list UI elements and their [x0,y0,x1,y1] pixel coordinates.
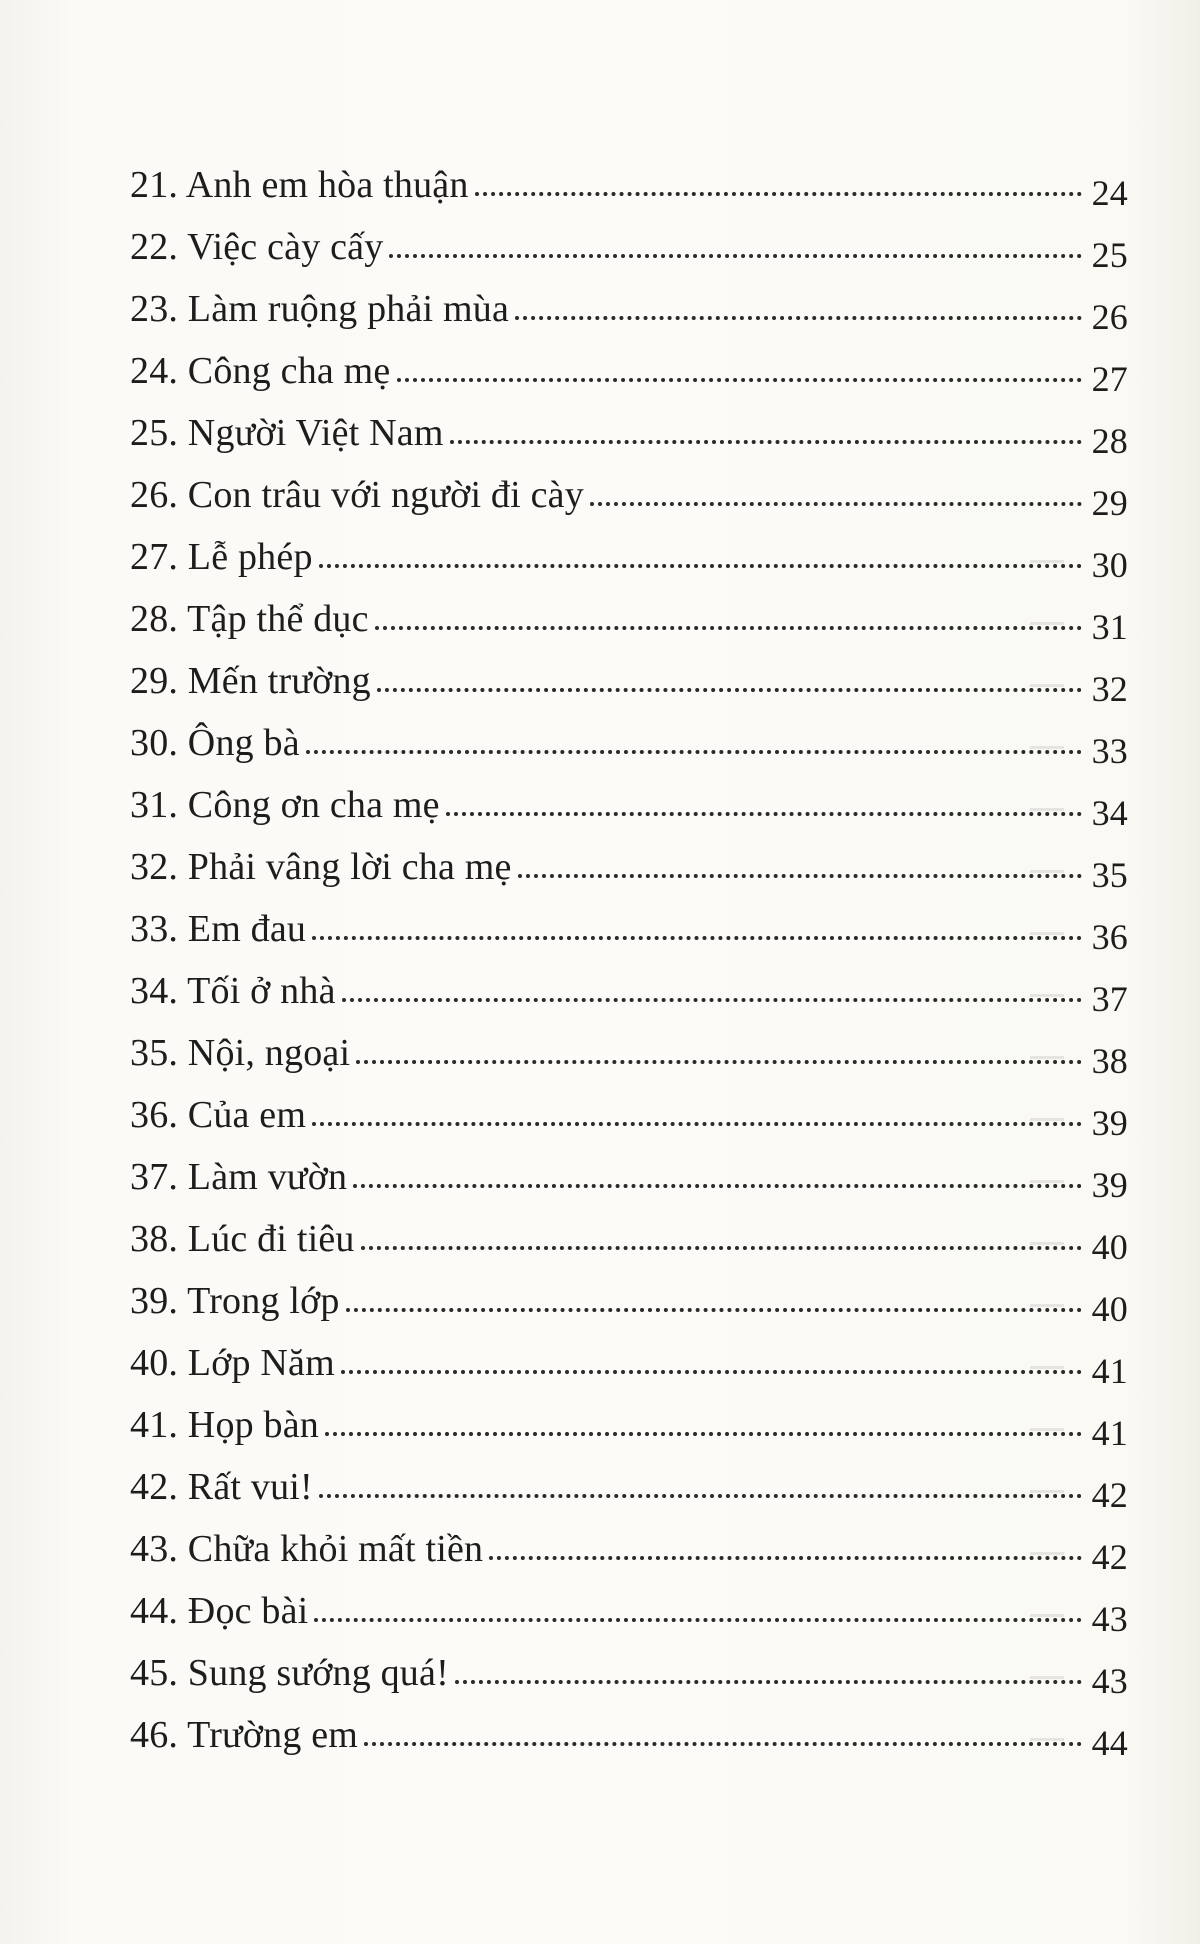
toc-entry [130,1200,1128,1267]
dot-leader [375,626,1082,630]
toc-entry-page-number: 28 [1091,421,1128,461]
toc-entry [130,394,1128,461]
toc-entry [130,1014,1128,1081]
toc-entry-page-number: 27 [1091,359,1128,399]
toc-entry-page-number: 39 [1091,1103,1128,1143]
toc-entry-page-number: 26 [1091,297,1128,337]
dot-leader [515,316,1082,320]
toc-entry-title: 34. Tối ở nhà [130,970,336,1012]
toc-entry-page-number: 42 [1091,1475,1128,1515]
toc-entry-title: 43. Chữa khỏi mất tiền [130,1528,484,1570]
dot-leader [397,378,1082,382]
toc-entry-title: 38. Lúc đi tiêu [130,1218,355,1260]
dot-leader [361,1246,1082,1250]
dot-leader [377,688,1082,692]
toc-entry-page-number: 38 [1091,1041,1128,1081]
toc-entry-title: 23. Làm ruộng phải mùa [130,288,510,330]
toc-entry-page-number: 32 [1091,669,1128,709]
toc-entry-title: 37. Làm vườn [130,1156,348,1198]
toc-entry [130,1696,1128,1763]
toc-entry-page-number: 36 [1091,917,1128,957]
toc-entry [130,642,1128,709]
toc-entry-title: 25. Người Việt Nam [130,412,444,454]
toc-entry-page-number: 39 [1091,1165,1128,1205]
toc-entry [130,1572,1128,1639]
toc-entry [130,890,1128,957]
toc-entry-title: 27. Lễ phép [130,536,313,578]
dot-leader [341,1370,1082,1374]
toc-entry-page-number: 29 [1091,483,1128,523]
toc-entry-page-number: 25 [1091,235,1128,275]
toc-entry-title: 40. Lớp Năm [130,1342,335,1384]
table-of-contents [130,146,1128,1763]
dot-leader [389,254,1082,258]
toc-entry [130,1138,1128,1205]
toc-entry [130,1448,1128,1515]
toc-entry-title: 45. Sung sướng quá! [130,1652,449,1694]
toc-entry-page-number: 35 [1091,855,1128,895]
toc-entry [130,270,1128,337]
toc-entry [130,456,1128,523]
dot-leader [455,1680,1082,1684]
toc-entry-page-number: 40 [1091,1289,1128,1329]
toc-entry-title: 24. Công cha mẹ [130,350,391,392]
dot-leader [306,750,1082,754]
dot-leader [489,1556,1082,1560]
toc-entry-title: 35. Nội, ngoại [130,1032,351,1074]
dot-leader [364,1742,1082,1746]
toc-entry [130,146,1128,213]
toc-entry-page-number: 30 [1091,545,1128,585]
toc-entry-title: 22. Việc cày cấy [130,226,384,268]
dot-leader [342,998,1082,1002]
dot-leader [314,1618,1082,1622]
toc-entry [130,580,1128,647]
dot-leader [353,1184,1082,1188]
toc-entry [130,518,1128,585]
toc-entry-title: 42. Rất vui! [130,1466,313,1508]
toc-entry [130,332,1128,399]
dot-leader [346,1308,1082,1312]
toc-entry-page-number: 43 [1091,1661,1128,1701]
toc-entry-page-number: 44 [1091,1723,1128,1763]
toc-entry [130,1324,1128,1391]
dot-leader [325,1432,1082,1436]
dot-leader [518,874,1082,878]
toc-entry [130,1634,1128,1701]
dot-leader [319,1494,1082,1498]
toc-entry-page-number: 43 [1091,1599,1128,1639]
toc-entry-page-number: 41 [1091,1413,1128,1453]
toc-entry [130,952,1128,1019]
toc-entry-page-number: 31 [1091,607,1128,647]
toc-entry-title: 32. Phải vâng lời cha mẹ [130,846,512,888]
toc-entry-page-number: 34 [1091,793,1128,833]
toc-entry-page-number: 33 [1091,731,1128,771]
toc-entry-title: 31. Công ơn cha mẹ [130,784,440,826]
toc-entry-title: 21. Anh em hòa thuận [130,164,469,206]
toc-entry-title: 41. Họp bàn [130,1404,320,1446]
dot-leader [590,502,1082,506]
toc-entry-page-number: 40 [1091,1227,1128,1267]
toc-entry [130,1510,1128,1577]
dot-leader [312,1122,1082,1126]
dot-leader [450,440,1082,444]
toc-entry-page-number: 42 [1091,1537,1128,1577]
toc-entry [130,1076,1128,1143]
toc-entry [130,208,1128,275]
toc-entry-title: 30. Ông bà [130,722,300,764]
toc-entry-title: 44. Đọc bài [130,1590,309,1632]
toc-entry-title: 46. Trường em [130,1714,359,1756]
toc-entry-title: 39. Trong lớp [130,1280,340,1322]
toc-entry-page-number: 41 [1091,1351,1128,1391]
dot-leader [312,936,1082,940]
dot-leader [356,1060,1082,1064]
toc-entry-page-number: 24 [1091,173,1128,213]
toc-entry-title: 29. Mến trường [130,660,371,702]
dot-leader [446,812,1082,816]
toc-entry [130,704,1128,771]
toc-entry [130,766,1128,833]
toc-entry [130,1386,1128,1453]
dot-leader [475,192,1082,196]
toc-entry-title: 26. Con trâu với người đi cày [130,474,584,516]
toc-entry [130,1262,1128,1329]
toc-entry-page-number: 37 [1091,979,1128,1019]
dot-leader [319,564,1082,568]
toc-entry [130,828,1128,895]
toc-entry-title: 33. Em đau [130,908,307,950]
toc-entry-title: 36. Của em [130,1094,307,1136]
toc-entry-title: 28. Tập thể dục [130,598,369,640]
